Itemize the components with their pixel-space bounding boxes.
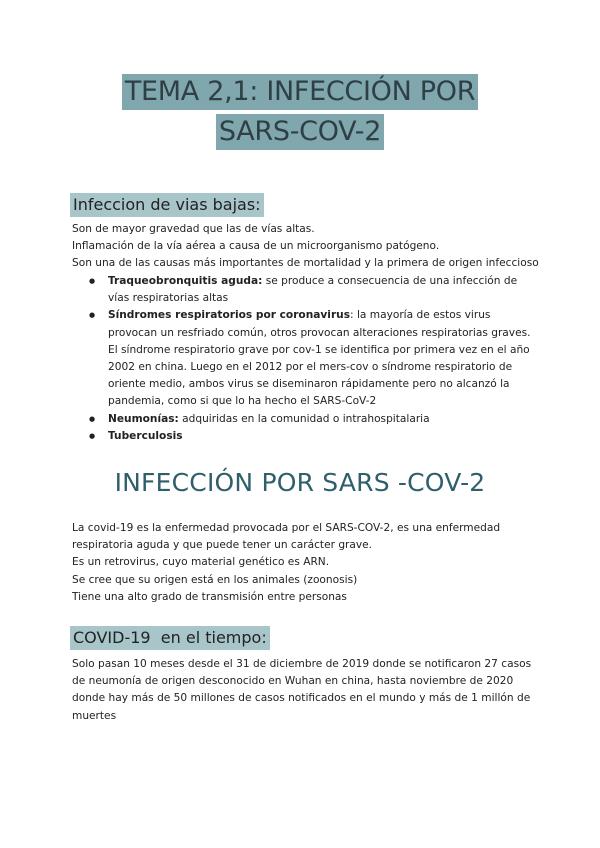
page-title-line-1: TEMA 2,1: INFECCIÓN POR — [122, 74, 478, 110]
infection-list — [72, 273, 532, 445]
list-item-term: Neumonías: — [108, 412, 179, 425]
list-item — [72, 428, 532, 445]
list-item — [72, 273, 532, 307]
page-title-line-2: SARS-COV-2 — [216, 114, 384, 150]
paragraph-line: Se cree que su origen está en los animales (zoonosis) — [72, 573, 358, 586]
list-item-text: adquiridas en la comunidad o intrahospitalaria — [178, 412, 430, 425]
section1-intro — [72, 221, 542, 273]
list-item — [72, 411, 532, 428]
title-line-2-wrap — [0, 114, 600, 150]
paragraph-line: Es un retrovirus, cuyo material genético es ARN. — [72, 556, 330, 569]
section3-body — [72, 656, 542, 725]
list-item-text: : la mayoría de estos virus provocan un resfriado común, otros provocan alteraciones respiratorias graves. El síndrome respiratorio grave por cov-1 se identifica por primera vez en el año 2002 en china. Luego en el 2012 por el mers-cov o síndrome respiratorio de oriente medio, ambos virus se diseminaron rápidamente pero no alcanzó la pandemia, como si que lo ha hecho el SARS-CoV-2 — [108, 309, 531, 408]
section2-body — [72, 520, 542, 606]
section-heading-vias-bajas — [70, 193, 264, 217]
list-item — [72, 307, 532, 410]
section-heading-text: Infeccion de vias bajas: — [70, 193, 264, 217]
paragraph-line: Solo pasan 10 meses desde el 31 de diciembre de 2019 donde se notificaron 27 casos de neumonía de origen desconocido en Wuhan en china, hasta noviembre de 2020 donde hay más de 50 millones de casos notificados en el mundo y más de 1 millón de muertes — [72, 658, 532, 722]
list-item-term: Traqueobronquitis aguda: — [108, 275, 263, 287]
section-heading-sars-cov-2: INFECCIÓN POR SARS -COV-2 — [114, 468, 486, 497]
section-heading-covid-tiempo — [70, 626, 270, 650]
paragraph-line: La covid-19 es la enfermedad provocada por el SARS-COV-2, es una enfermedad respiratoria aguda y que puede tener un carácter grave. — [72, 522, 501, 552]
list-item-term: Tuberculosis — [108, 429, 183, 442]
title-line-1-wrap — [0, 74, 600, 110]
paragraph-line: Inflamación de la vía aérea a causa de un microorganismo patógeno. — [72, 240, 440, 253]
section-heading-text: COVID-19 en el tiempo: — [70, 626, 270, 650]
list-item-text: se produce a consecuencia de una infección de vías respiratorias altas — [108, 275, 518, 305]
paragraph-line: Son una de las causas más importantes de mortalidad y la primera de origen infeccioso — [72, 257, 539, 270]
list-item-term: Síndromes respiratorios por coronavirus — [108, 309, 351, 322]
paragraph-line: Tiene una alto grado de transmisión entre personas — [72, 590, 347, 603]
paragraph-line: Son de mayor gravedad que las de vías altas. — [72, 223, 315, 235]
